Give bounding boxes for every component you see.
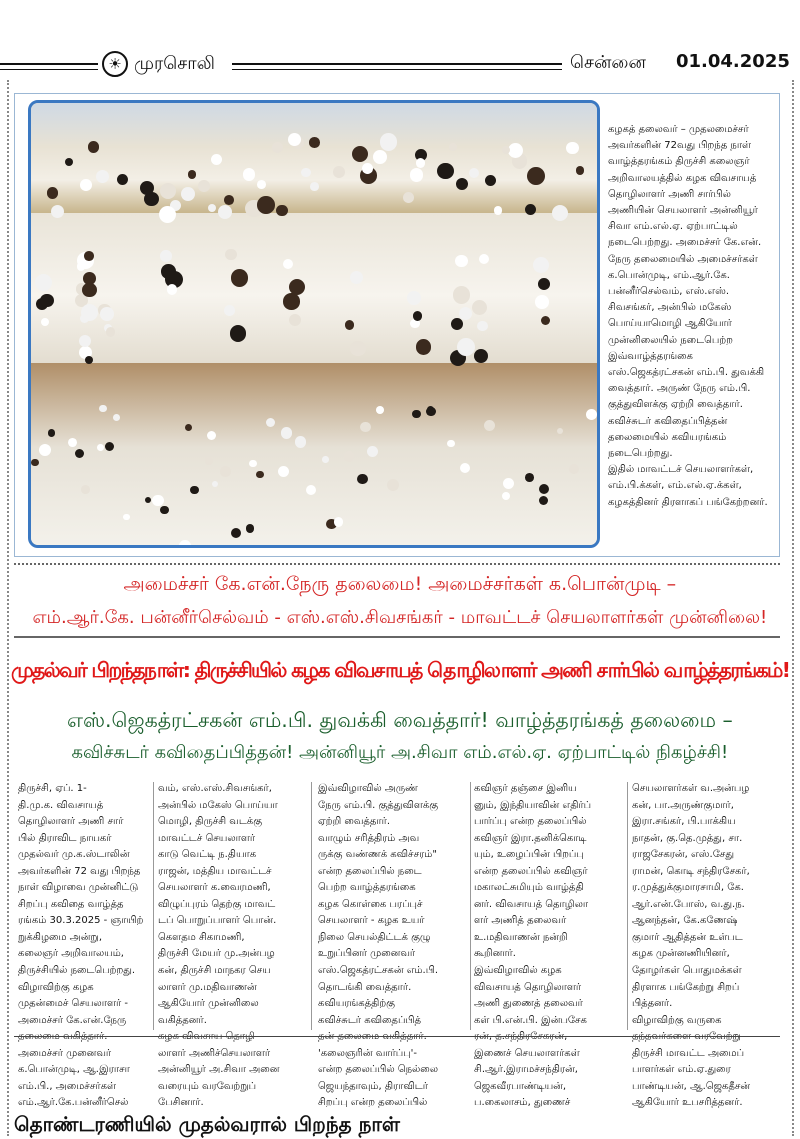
crowd-figure <box>334 517 344 527</box>
article-line: ராஜன், மத்திய மாவட்டச் <box>158 865 272 877</box>
crowd-figure <box>459 307 472 320</box>
crowd-figure <box>100 307 114 321</box>
caption-line: அவர்களின் 72வது பிறந்த நாள் <box>608 140 752 152</box>
article-column-5 <box>632 781 782 1112</box>
crowd-figure <box>81 485 90 494</box>
article-line: மகாலட்சுமியும் வாழ்த்தி <box>474 882 584 894</box>
article-line: ரன், த.சந்திரசேகரன், <box>474 1031 568 1043</box>
crowd-figure <box>474 349 488 363</box>
crowd-figure <box>179 540 191 548</box>
article-line: ராஜசேகரன், எஸ்.சேது <box>632 849 735 861</box>
event-photo-collage <box>28 100 600 548</box>
crowd-figure <box>373 150 387 164</box>
crowd-figure <box>47 187 58 198</box>
crowd-figure <box>80 179 92 191</box>
crowd-figure <box>230 325 247 342</box>
crowd-figure <box>360 422 370 432</box>
article-line: செயலாளர் - கழக உயர் <box>318 915 425 927</box>
caption-line: இவ்வாழ்த்தரங்கை <box>608 350 693 362</box>
article-line: என்ற தலைப்பில் கவிஞர் <box>474 865 588 877</box>
caption-line: கவிச்சுடர் கவிதைப்பித்தன் <box>608 415 728 427</box>
caption-line: சிவா எம்.எல்.ஏ. ஏற்பாட்டில் <box>608 221 738 233</box>
caption-line: இதில் மாவட்டச் செயலாளர்கள், <box>608 464 754 476</box>
article-line: தலைமை வகித்தார். <box>18 1031 108 1043</box>
caption-line: பன்னீர்செல்வம், எஸ்.எஸ். <box>608 286 730 298</box>
next-story-headline: தொண்டரணியில் முதல்வரால் பிறந்த நாள் <box>14 1112 400 1136</box>
article-line: வம், எஸ்.எஸ்.சிவசங்கர், <box>158 783 272 794</box>
crowd-figure <box>281 427 293 439</box>
crowd-figure <box>39 444 51 456</box>
crowd-figure <box>99 405 106 412</box>
article-line: ஆனந்தன், கே.கணேஷ் <box>632 915 738 927</box>
crowd-figure <box>283 293 299 309</box>
crowd-figure <box>85 356 93 364</box>
article-line: எம்.பி., அமைச்சர்கள் <box>18 1080 117 1092</box>
article-line: ஜெகவீரபாண்டியன், <box>474 1080 567 1092</box>
crowd-figure <box>494 206 503 215</box>
article-column-3 <box>318 781 466 1112</box>
article-line: கழக முன்னணியினர், <box>632 948 730 960</box>
caption-line: கழகத்தினர் திரளாகப் பங்கேற்றனர். <box>608 496 768 508</box>
caption-line: தலைமையில் கவியரங்கம் <box>608 431 727 443</box>
crowd-figure <box>224 305 235 316</box>
left-margin-dots <box>7 80 9 1136</box>
crowd-figure <box>538 278 550 290</box>
crowd-figure <box>152 495 163 506</box>
crowd-figure <box>357 474 368 485</box>
article-line: யும், உழைப்பின் பிறப்பு <box>474 849 584 861</box>
crowd-figure <box>410 168 423 181</box>
article-line: கழக கொள்கை பரப்புச் <box>318 898 423 910</box>
article-line: வகித்தனர். <box>158 1014 207 1026</box>
crowd-figure <box>243 168 255 180</box>
article-line: 'கலைஞரின் வார்ப்பு'- <box>318 1047 417 1059</box>
crowd-figure <box>539 484 550 495</box>
caption-line: அறிவாலயத்தில் கழக விவசாயத் <box>608 172 757 184</box>
article-line: சிறப்பு கவிதை வாழ்த்த <box>18 898 124 910</box>
crowd-figure <box>276 205 287 216</box>
caption-line: வாழ்த்தரங்கம் திருச்சி கலைஞர் <box>608 156 750 168</box>
article-line: பித்தனர். <box>632 998 673 1010</box>
crowd-figure <box>231 528 241 538</box>
article-line: விழுப்புரம் தெற்கு மாவட் <box>158 898 276 910</box>
crowd-figure <box>403 192 414 203</box>
crowd-figure <box>539 496 548 505</box>
crowd-figure <box>502 146 510 154</box>
caption-line: எஸ்.ஜெகத்ரட்சகன் எம்.பி. துவக்கி <box>608 367 765 379</box>
crowd-figure <box>352 146 368 162</box>
article-line: கழக விவசாய தொழி <box>158 1031 255 1043</box>
column-separator <box>627 782 628 1030</box>
article-line: செயலாளர் க.வைரமணி, <box>158 882 271 894</box>
crowd-figure <box>257 196 275 214</box>
article-line: கன், பா.அருண்குமார், <box>632 799 734 811</box>
article-line: கூறினார். <box>474 948 516 960</box>
caption-line: குத்துவிளக்கு ஏற்றி வைத்தார். <box>608 399 743 411</box>
crowd-figure <box>484 420 495 431</box>
edition-date: 01.04.2025 <box>676 51 790 72</box>
article-line: பில் திராவிட நாயகர் <box>18 832 112 844</box>
article-line: என்ற தலைப்பில் நடை <box>318 865 422 877</box>
article-line: ப.கைலாசம், துணைச் <box>474 1097 571 1109</box>
article-line: ஆகியோர் முன்னிலை <box>158 998 259 1010</box>
article-line: கவிச்சுடர் கவிதைப்பித் <box>318 1014 422 1026</box>
article-line: குமார் ஆதித்தன் உள்பட <box>632 931 743 943</box>
crowd-figure <box>160 250 172 262</box>
article-line: நாதன், கு.தெ.முத்து, சா. <box>632 832 743 844</box>
crowd-figure <box>535 295 549 309</box>
article-line: வரையும் வரவேற்றுப் <box>158 1080 257 1092</box>
article-line: திருச்சி மாவட்ட அமைப் <box>632 1047 745 1059</box>
article-line: அமைச்சர் முனைவர் <box>18 1047 112 1059</box>
crowd-figure <box>83 272 96 285</box>
right-margin-dots <box>792 80 794 1136</box>
crowd-figure <box>218 205 232 219</box>
crowd-figure <box>256 471 264 479</box>
crowd-figure <box>145 497 151 503</box>
photo-caption <box>608 122 774 511</box>
column-separator <box>311 782 312 1030</box>
article-line: பெற்ற வாழ்த்தரங்கை <box>318 882 416 894</box>
article-line: பாண்டியன், ஆ.ஜெகதீசன் <box>632 1080 751 1092</box>
caption-line: சிவசங்கர், அன்பில் மகேஸ் <box>608 302 732 314</box>
crowd-figure <box>525 473 534 482</box>
crowd-figure <box>224 195 234 205</box>
article-line: கலைஞர் அறிவாலயம், <box>18 948 124 960</box>
article-line: க.பொன்முடி, ஆ.இராசா <box>18 1064 130 1076</box>
article-line: றுக்கிழமை அன்று, <box>18 931 103 943</box>
article-line: திரளாக பங்கேற்று சிறப் <box>632 981 740 993</box>
caption-line: நடைபெற்றது. <box>608 448 673 460</box>
crowd-figure <box>198 180 210 192</box>
column-separator <box>153 782 154 1030</box>
crowd-figure <box>322 456 329 463</box>
crowd-figure <box>416 339 431 354</box>
crowd-figure <box>344 451 354 461</box>
article-line: நிலை செயல்திட்டக் குழு <box>318 931 431 943</box>
article-line: கவிஞர் இரா.தனிக்கொடி <box>474 832 587 844</box>
article-line: கள் பி.என்.பி. இன்பசேக <box>474 1014 587 1026</box>
article-line: திருச்சியில் நடைபெற்றது. <box>18 965 136 977</box>
article-line: தோழர்கள் பொதுமக்கள் <box>632 965 742 977</box>
crowd-figure <box>48 429 56 437</box>
article-line: ஜெயந்தாவும், திராவிடர் <box>318 1080 428 1092</box>
article-line: விழாவிற்கு வருகை <box>632 1014 722 1026</box>
crowd-figure <box>84 251 94 261</box>
article-line: அன்னியூர் அ.சிவா அனை <box>158 1064 280 1076</box>
crowd-figure <box>225 249 237 261</box>
crowd-figure <box>220 466 230 476</box>
section-divider <box>14 563 780 565</box>
article-line: முதன்மைச் செயலாளர் - <box>18 998 128 1010</box>
crowd-figure <box>159 206 176 223</box>
article-line: வாழும் சரித்திரம் அவ <box>318 832 420 844</box>
article-column-2 <box>158 781 306 1112</box>
article-line: எஸ்.ஜெகத்ரட்சகன் எம்.பி. <box>318 965 439 977</box>
crowd-figure <box>51 205 64 218</box>
article-line: னும், இந்தியாவின் எதிர்ப் <box>474 799 592 811</box>
article-line: சி.ஆர்.இராமச்சந்திரன், <box>474 1064 578 1076</box>
article-line: சிறப்பு என்ற தலைப்பில் <box>318 1097 428 1109</box>
caption-line: கழகத் தலைவர் – முதலமைச்சர் <box>608 124 749 135</box>
crowd-figure <box>447 440 454 447</box>
crowd-figure <box>289 279 305 295</box>
caption-line: வைத்தார். அருண் நேரு எம்.பி. <box>608 383 751 395</box>
crowd-figure <box>31 459 39 467</box>
caption-line: தொழிலாளர் அணி சார்பில் <box>608 188 731 200</box>
caption-line: பொய்யாமொழி ஆகியோர் <box>608 318 732 330</box>
article-line: ராமன், கொடி சந்திரசேகர், <box>632 865 750 877</box>
article-line: ளர் அணித் தலைவர் <box>474 915 567 927</box>
article-line: நாள் விழாவை முன்னிட்டு <box>18 882 139 894</box>
article-column-4 <box>474 781 622 1112</box>
crowd-figure <box>416 158 425 167</box>
article-line: ஏற்றி வைத்தார். <box>318 816 391 828</box>
paper-logo-icon: ☀ <box>102 51 128 77</box>
crowd-figure <box>288 133 301 146</box>
article-line: மாவட்டச் செயலாளர் <box>158 832 256 844</box>
masthead <box>0 44 800 84</box>
article-line: ஆர்.என்.போஸ், வ.து.ந. <box>632 898 745 910</box>
article-line: ர.முத்துக்குமாரசாமி, கே. <box>632 882 744 894</box>
caption-line: முன்னிலையில் நடைபெற்ற <box>608 334 733 346</box>
article-line: விவசாயத் தொழிலாளர் <box>474 981 582 993</box>
crowd-figure <box>75 449 84 458</box>
crowd-figure <box>412 410 420 418</box>
subheadline-2: எம்.ஆர்.கே. பன்னீர்செல்வம் - எஸ்.எஸ்.சிவசங்கர் - மாவட்டச் செயலாளர்கள் முன்னிலை! <box>32 607 768 628</box>
article-line: கௌதம சிகாமணி, <box>158 931 245 943</box>
column-separator <box>470 782 471 1030</box>
article-line: தொடங்கி வைத்தார். <box>318 981 412 993</box>
crowd-figure <box>586 409 597 420</box>
article-line: அவர்களின் 72 வது பிறந்த <box>18 865 141 877</box>
headline-rule <box>14 636 780 638</box>
crowd-figure <box>88 141 99 152</box>
article-line: உறுப்பினர் முனைவர் <box>318 948 416 960</box>
crowd-figure <box>472 300 487 315</box>
article-line: இவ்விழாவில் அருண் <box>318 783 418 794</box>
article-line: தொழிலாளர் அணி சார் <box>18 816 124 828</box>
edition-city: சென்னை <box>570 52 646 73</box>
crowd-figure <box>453 286 470 303</box>
deck-line-1: எஸ்.ஜெகத்ரட்சகன் எம்.பி. துவக்கி வைத்தார்! வாழ்த்தரங்கத் தலைமை – <box>67 708 733 732</box>
article-column-1 <box>18 781 150 1112</box>
crowd-figure <box>160 506 169 515</box>
crowd-figure <box>309 137 320 148</box>
main-headline: முதல்வர் பிறந்தநாள்: திருச்சியில் கழக விவசாயத் தொழிலாளர் அணி சார்பில் வாழ்த்தரங்கம்! <box>11 658 790 682</box>
deck-line-2: கவிச்சுடர் கவிதைப்பித்தன்! அன்னியூர் அ.சிவா எம்.எல்.ஏ. ஏற்பாட்டில் நிகழ்ச்சி! <box>71 742 729 763</box>
article-line: விழாவிற்கு கழக <box>18 981 94 993</box>
article-line: ருக்கு வண்ணக் கவிச்சரம்" <box>318 849 437 861</box>
caption-line: அணியின் செயலாளர் அன்னியூர் <box>608 205 758 217</box>
article-line: அணி துணைத் தலைவர் <box>474 998 583 1010</box>
article-line: இணைச் செயலாளர்கள் <box>474 1047 580 1059</box>
article-line: இரா.சங்கர், பி.பாக்கிய <box>632 816 736 828</box>
photo-lamp-lighting <box>31 213 597 363</box>
crowd-figure <box>527 167 545 185</box>
crowd-figure <box>188 170 197 179</box>
article-line: லாளர் அணிச்செயலாளர் <box>158 1047 271 1059</box>
article-line: பேசினார். <box>158 1097 204 1109</box>
article-line: திருச்சி, ஏப். 1- <box>18 783 87 794</box>
masthead-rule-left <box>0 63 98 70</box>
crowd-figure <box>301 168 311 178</box>
crowd-figure <box>485 175 496 186</box>
crowd-figure <box>350 341 366 357</box>
crowd-figure <box>68 438 77 447</box>
story-end-rule <box>14 1036 780 1037</box>
crowd-figure <box>97 444 104 451</box>
article-line: நேரு எம்.பி. குத்துவிளக்கு <box>318 799 439 811</box>
masthead-rule-middle <box>232 63 562 70</box>
article-line: அன்பில் மகேஸ் பொய்யா <box>158 799 278 811</box>
caption-line: நடைபெற்றது. அமைச்சர் கே.என். <box>608 237 762 249</box>
crowd-figure <box>457 338 475 356</box>
caption-line: நேரு தலைமையில் அமைச்சர்கள் <box>608 253 758 265</box>
article-line: மொழி, திருச்சி வடக்கு <box>158 816 263 828</box>
crowd-figure <box>566 142 578 154</box>
article-line: உ.மதிவாணன் நன்றி <box>474 931 568 943</box>
crowd-figure <box>266 418 275 427</box>
crowd-figure <box>310 182 319 191</box>
article-line: னர். விவசாயத் தொழிலா <box>474 898 589 910</box>
crowd-figure <box>376 406 384 414</box>
article-line: லாளர் மு.மதிவாணன் <box>158 981 257 993</box>
article-line: பார்ப்பு என்ற தலைப்பில் <box>474 816 587 828</box>
paper-name: முரசொலி <box>134 53 215 74</box>
crowd-figure <box>231 269 248 286</box>
crowd-figure <box>272 142 283 153</box>
crowd-figure <box>413 311 422 320</box>
article-line: டப் பொறுப்பாளர் பொன். <box>158 915 277 927</box>
article-line: ஆகியோர் உபசரித்தனர். <box>632 1097 743 1109</box>
crowd-figure <box>367 446 378 457</box>
photo-audience <box>31 363 597 548</box>
crowd-figure <box>257 180 266 189</box>
article-line: செயலாளர்கள் வ.அன்பழ <box>632 783 750 794</box>
caption-line: க.பொன்முடி, எம்.ஆர்.கே. <box>608 269 730 281</box>
crowd-figure <box>333 166 345 178</box>
crowd-figure <box>295 436 306 447</box>
crowd-figure <box>569 464 579 474</box>
article-line: அமைச்சர் கே.என்.நேரு <box>18 1014 127 1026</box>
crowd-figure <box>387 479 399 491</box>
article-line: ரங்கம் 30.3.2025 - ஞாயிற் <box>18 915 144 927</box>
article-line: தந்தவர்களை வரவேற்று <box>632 1031 741 1043</box>
article-line: தன் தலைமை வகித்தார். <box>318 1031 427 1043</box>
crowd-figure <box>455 255 468 268</box>
crowd-figure <box>205 457 212 464</box>
article-line: கன், திருச்சி மாநகர செய <box>158 965 271 977</box>
caption-line: எம்.பி.க்கள், எம்.எல்.ஏ.க்கள், <box>608 480 742 492</box>
crowd-figure <box>246 524 254 532</box>
article-line: கவியரங்கத்திற்கு <box>318 998 396 1010</box>
article-line: எம்.ஆர்.கே.பன்னீர்செல் <box>18 1097 129 1109</box>
article-line: இவ்விழாவில் கழக <box>474 965 562 977</box>
crowd-figure <box>190 486 198 494</box>
crowd-figure <box>576 166 585 175</box>
article-line: முதல்வர் மு.க.ஸ்டாலின் <box>18 849 130 861</box>
article-line: பாளர்கள் எம்.ஏ.துரை <box>632 1064 731 1076</box>
article-line: திருச்சி மேயர் மு.அன்பழ <box>158 948 275 960</box>
article-line: தி.மு.க. விவசாயத் <box>18 799 104 811</box>
crowd-figure <box>249 460 256 467</box>
article-line: கவிஞர் தஞ்சை இனிய <box>474 783 577 794</box>
article-line: காடு வெட்டி ந.தியாக <box>158 849 257 861</box>
crowd-figure <box>362 163 373 174</box>
crowd-figure <box>407 291 421 305</box>
subheadline-1: அமைச்சர் கே.என்.நேரு தலைமை! அமைச்சர்கள் க.பொன்முடி – <box>123 573 677 595</box>
article-line: என்ற தலைப்பில் நெல்லை <box>318 1064 439 1076</box>
